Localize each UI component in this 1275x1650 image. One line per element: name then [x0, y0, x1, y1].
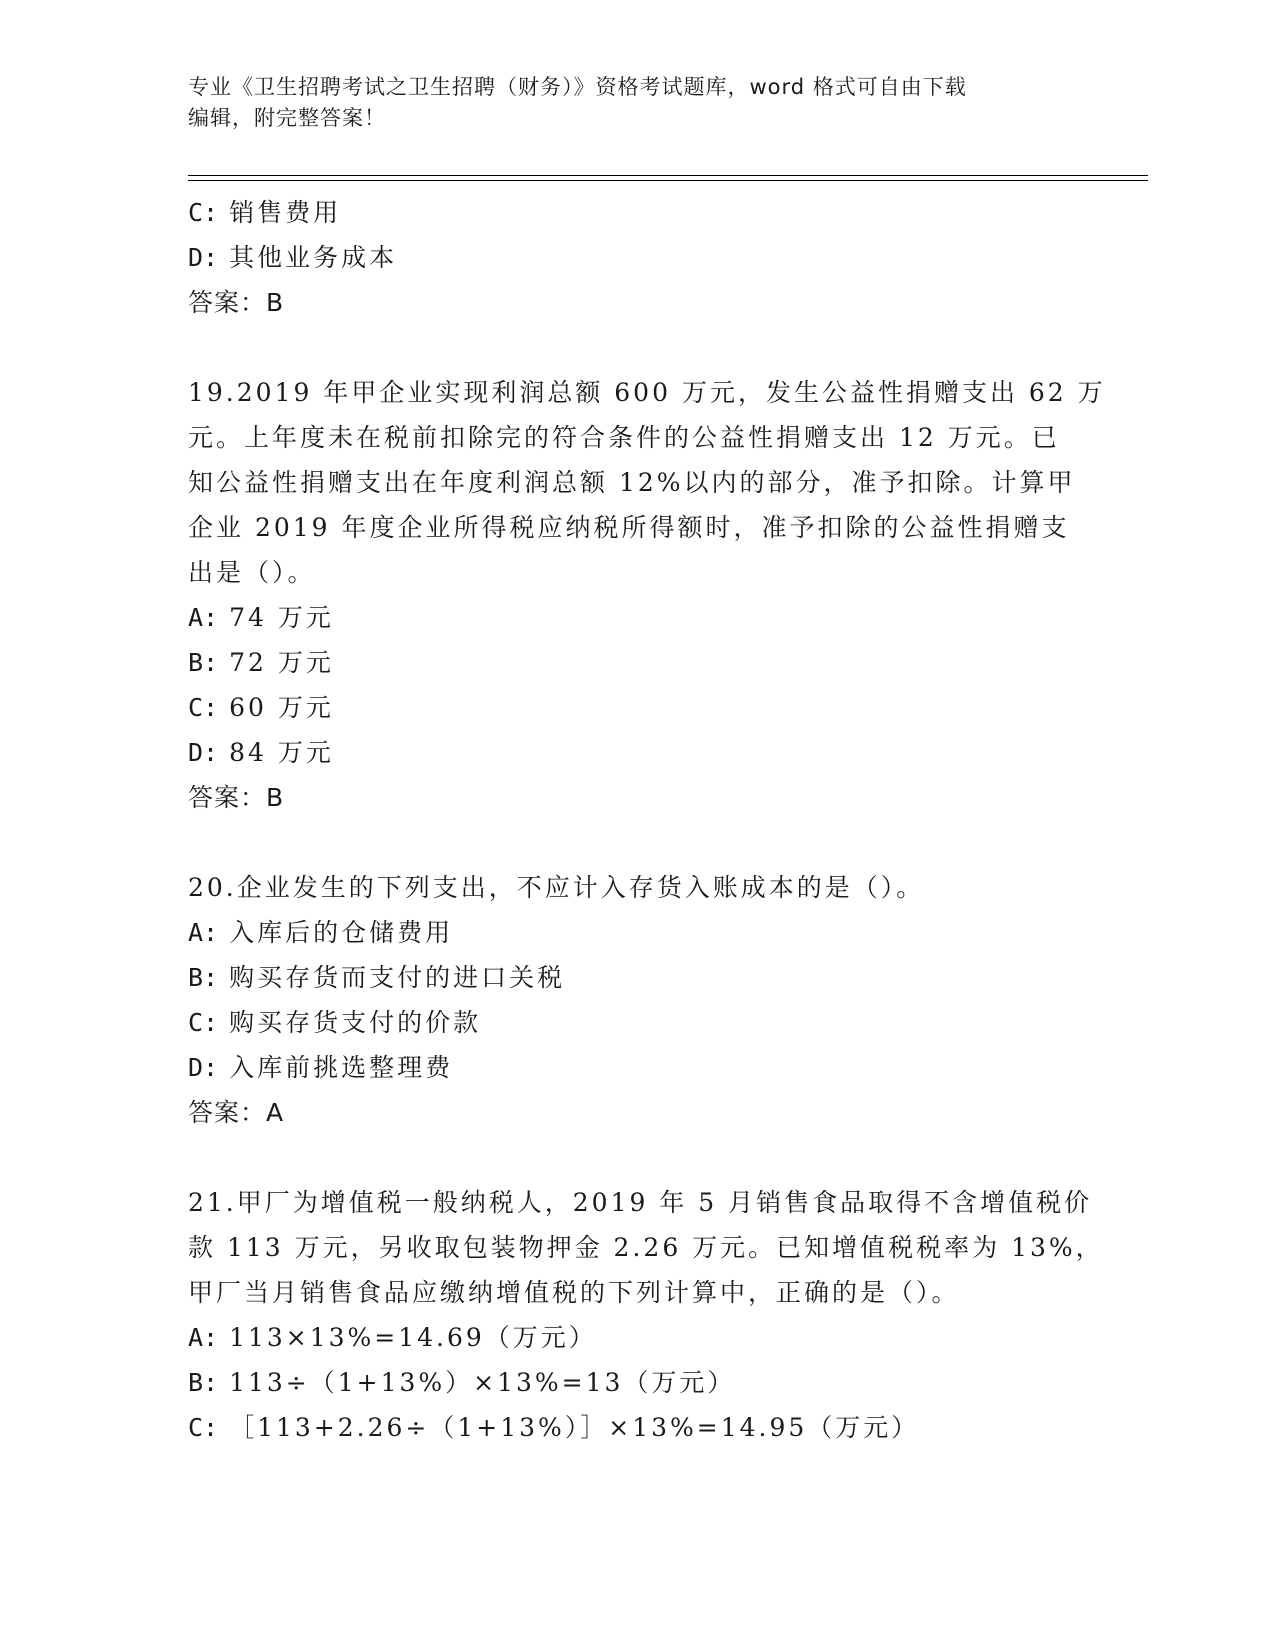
option-label: C:: [188, 1008, 219, 1037]
option-label: A:: [188, 603, 219, 632]
spacer: [188, 820, 1088, 865]
option-label: C:: [188, 693, 219, 722]
question-content: [188, 190, 1106, 1450]
option-text: 入库后的仓储费用: [229, 918, 454, 947]
option-c: [188, 1000, 1088, 1045]
option-text: 72 万元: [229, 648, 334, 677]
question-text-line: 知公益性捐赠支出在年度利润总额 12%以内的部分，准予扣除。计算甲: [188, 468, 1076, 497]
option-b: [188, 955, 1088, 1000]
question-text-line: 企业 2019 年度企业所得税应纳税所得额时，准予扣除的公益性捐赠支: [188, 513, 1070, 542]
question-text-line: 甲厂当月销售食品应缴纳增值税的下列计算中，正确的是（）。: [188, 1278, 960, 1307]
option-label: D:: [188, 738, 219, 767]
option-label: A:: [188, 918, 219, 947]
option-label: B:: [188, 1368, 219, 1397]
option-label: D:: [188, 243, 219, 272]
question-text-line: 出是（）。: [188, 558, 316, 587]
option-label: C:: [188, 198, 219, 227]
option-c: [188, 685, 1088, 730]
header-line-2: 编辑，附完整答案！: [188, 106, 386, 130]
option-label: D:: [188, 1053, 219, 1082]
option-text: 60 万元: [229, 693, 334, 722]
option-d: [188, 235, 1088, 280]
option-c: [188, 1405, 1088, 1450]
option-c: [188, 190, 1088, 235]
option-a: [188, 1315, 1088, 1360]
spacer: [188, 1135, 1088, 1180]
question-text-line: 21.甲厂为增值税一般纳税人，2019 年 5 月销售食品取得不含增值税价: [188, 1188, 1093, 1217]
header-divider-top: [188, 175, 1148, 176]
option-label: C:: [188, 1413, 219, 1442]
option-a: [188, 595, 1088, 640]
header-line-1: 专业《卫生招聘考试之卫生招聘（财务）》资格考试题库，word 格式可自由下载: [188, 75, 967, 99]
question-20: [188, 865, 1088, 1135]
document-header: [188, 72, 1088, 134]
question-text-line: 19.2019 年甲企业实现利润总额 600 万元，发生公益性捐赠支出 62 万: [188, 378, 1106, 407]
option-label: B:: [188, 648, 219, 677]
option-text: 入库前挑选整理费: [229, 1053, 454, 1082]
option-d: [188, 730, 1088, 775]
option-text: 购买存货支付的价款: [229, 1008, 482, 1037]
question-text-line: 款 113 万元，另收取包装物押金 2.26 万元。已知增值税税率为 13%，: [188, 1233, 1104, 1262]
option-d: [188, 1045, 1088, 1090]
option-text: 其他业务成本: [229, 243, 398, 272]
answer-line: 答案：A: [188, 1098, 285, 1127]
answer-line: 答案：B: [188, 288, 285, 317]
option-text: 购买存货而支付的进口关税: [229, 963, 566, 992]
question-19: [188, 370, 1106, 820]
option-label: B:: [188, 963, 219, 992]
question-18-tail: [188, 190, 1088, 325]
header-divider-bottom: [188, 180, 1148, 181]
option-label: A:: [188, 1323, 219, 1352]
question-text-line: 元。上年度未在税前扣除完的符合条件的公益性捐赠支出 12 万元。已: [188, 423, 1060, 452]
question-21: [188, 1180, 1104, 1450]
option-text: 113÷（1+13%）×13%=13（万元）: [229, 1368, 736, 1397]
spacer: [188, 325, 1088, 370]
option-text: ［113+2.26÷（1+13%）］×13%=14.95（万元）: [229, 1413, 920, 1442]
option-b: [188, 1360, 1088, 1405]
option-text: 84 万元: [229, 738, 334, 767]
question-text-line: 20.企业发生的下列支出，不应计入存货入账成本的是（）。: [188, 873, 925, 902]
option-a: [188, 910, 1088, 955]
option-b: [188, 640, 1088, 685]
option-text: 113×13%=14.69（万元）: [229, 1323, 597, 1352]
option-text: 销售费用: [229, 198, 342, 227]
option-text: 74 万元: [229, 603, 334, 632]
answer-line: 答案：B: [188, 783, 285, 812]
